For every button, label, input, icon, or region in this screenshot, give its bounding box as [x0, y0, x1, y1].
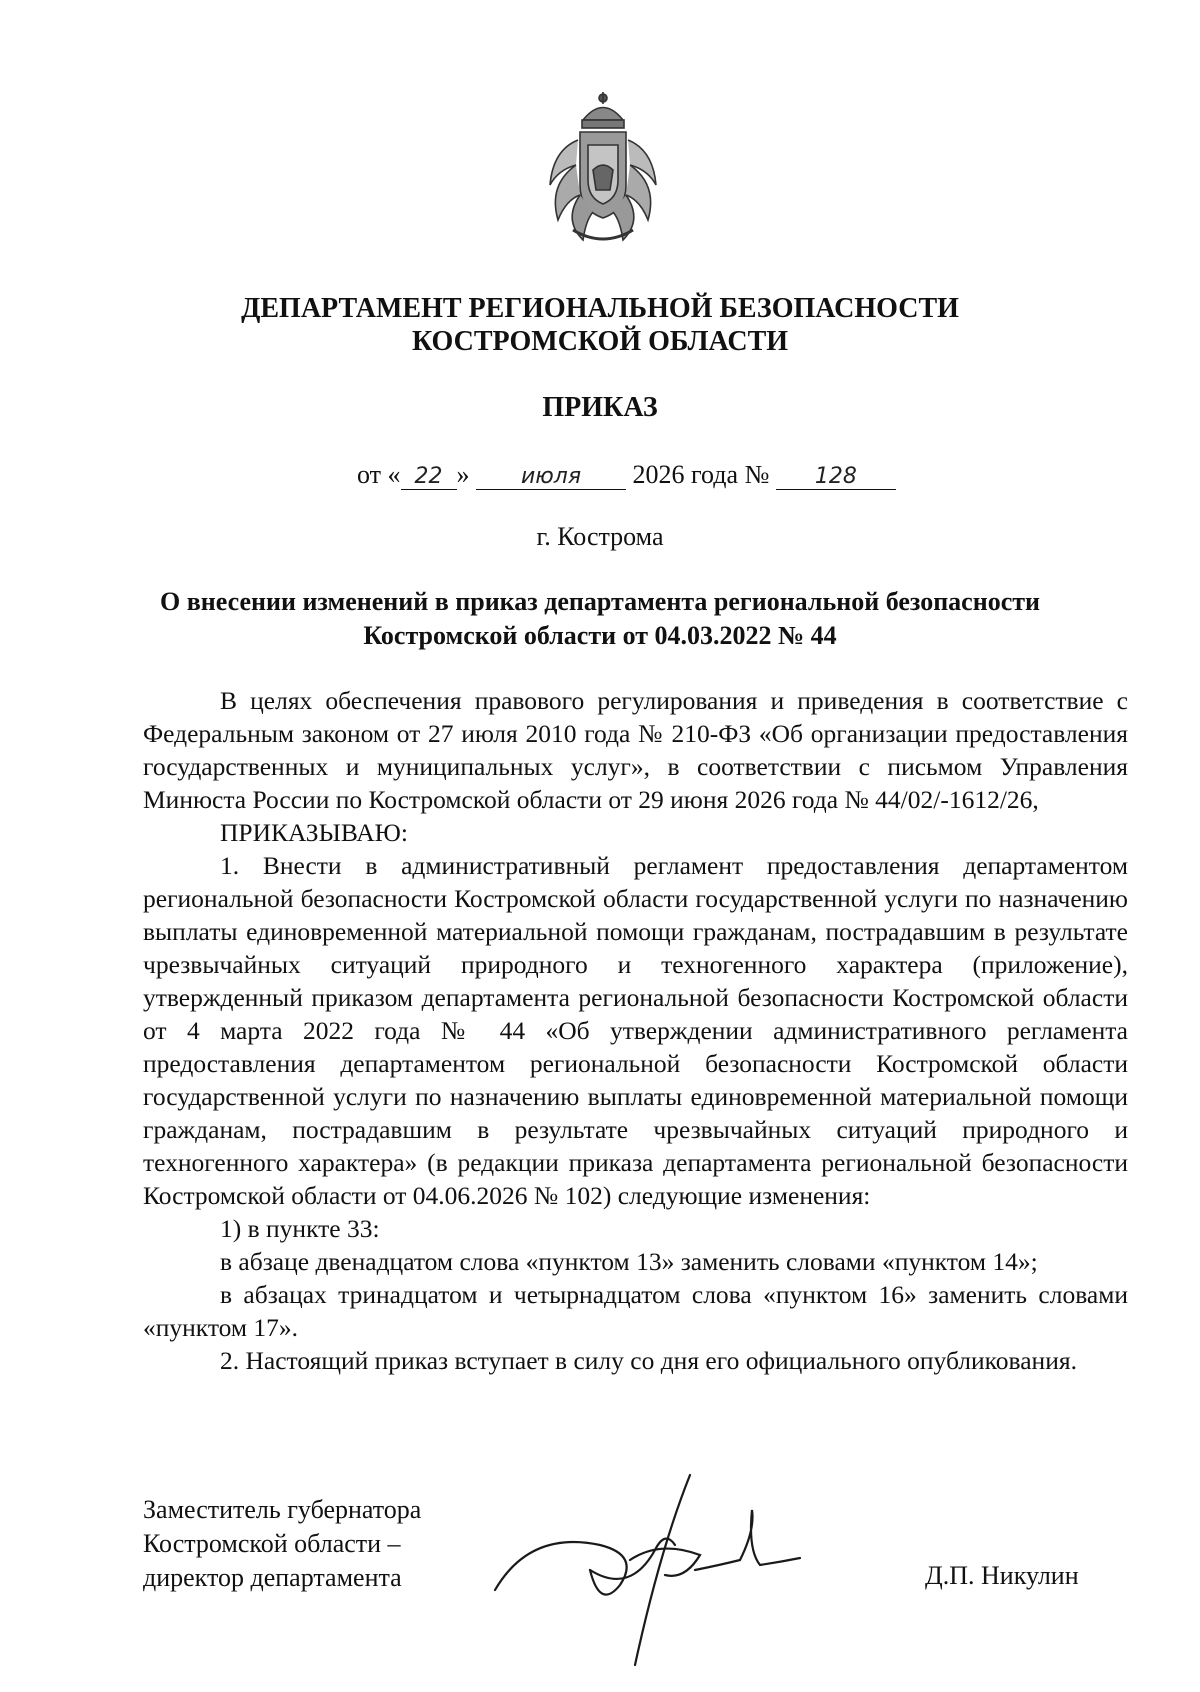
order-title: ПРИКАЗ	[542, 392, 658, 423]
department-name-line2: КОСТРОМСКОЙ ОБЛАСТИ	[411, 326, 789, 357]
department-name-line1: ДЕПАРТАМЕНТ РЕГИОНАЛЬНОЙ БЕЗОПАСНОСТИ	[241, 293, 959, 324]
order-date-line	[357, 460, 896, 490]
signatory-name: Д.П. Никулин	[925, 1561, 1079, 1590]
order-subject	[0, 585, 1200, 653]
subject-line1: О внесении изменений в приказ департамента региональной безопасности	[160, 587, 1040, 616]
preamble-paragraph: В целях обеспечения правового регулирования и приведения в соответствие с Федеральным законом от 27 июля 2010 года № 210-ФЗ «Об организации предоставления государственных и муниципальных услуг», в соответствии с письмом Управления Минюста России по Костромской области от 29 июня 2026 года № 44/02/-1612/26,	[143, 686, 1128, 814]
department-name	[0, 292, 1200, 358]
subject-line2: Костромской области от 04.03.2022 № 44	[363, 621, 837, 650]
change-1-paragraph: в абзаце двенадцатом слова «пунктом 13» заменить словами «пунктом 14»;	[220, 1247, 1038, 1276]
date-mid: »	[456, 460, 470, 489]
date-month: июля	[476, 464, 626, 490]
date-year: 2026 года №	[632, 460, 770, 489]
signatory-position	[143, 1493, 421, 1595]
date-day: 22	[401, 464, 457, 490]
position-line3: директор департамента	[143, 1563, 402, 1592]
position-line2: Костромской области –	[143, 1529, 401, 1558]
change-2-paragraph: в абзацах тринадцатом и четырнадцатом слова «пунктом 16» заменить словами «пунктом 17».	[143, 1280, 1128, 1342]
order-number: 128	[776, 464, 896, 490]
item-2-paragraph: 2. Настоящий приказ вступает в силу со дня его официального опубликования.	[220, 1346, 1077, 1375]
city: г. Кострома	[536, 522, 664, 551]
handwritten-signature-icon	[490, 1470, 830, 1670]
date-prefix: от «	[357, 460, 401, 489]
order-body	[143, 684, 1128, 1377]
subitem-1-paragraph: 1) в пункте 33:	[220, 1214, 380, 1243]
item-1-paragraph: 1. Внести в административный регламент предоставления департаментом региональной безопасности Костромской области государственной услуги по назначению выплаты единовременной материальной помощи гражданам, пострадавшим в результате чрезвычайных ситуаций природного и техногенного характера (приложение), утвержденный приказом департамента региональной безопасности Костромской области от 4 марта 2022 года № 44 «Об утверждении административного регламента предоставления департаментом региональной безопасности Костромской области государственной услуги по назначению выплаты единовременной материальной помощи гражданам, пострадавшим в результате чрезвычайных ситуаций природного и техногенного характера» (в редакции приказа департамента региональной безопасности Костромской области от 04.06.2026 № 102) следующие изменения:	[143, 851, 1128, 1210]
order-word: ПРИКАЗЫВАЮ:	[220, 818, 408, 847]
coat-of-arms-icon	[538, 90, 668, 250]
position-line1: Заместитель губернатора	[143, 1495, 422, 1524]
